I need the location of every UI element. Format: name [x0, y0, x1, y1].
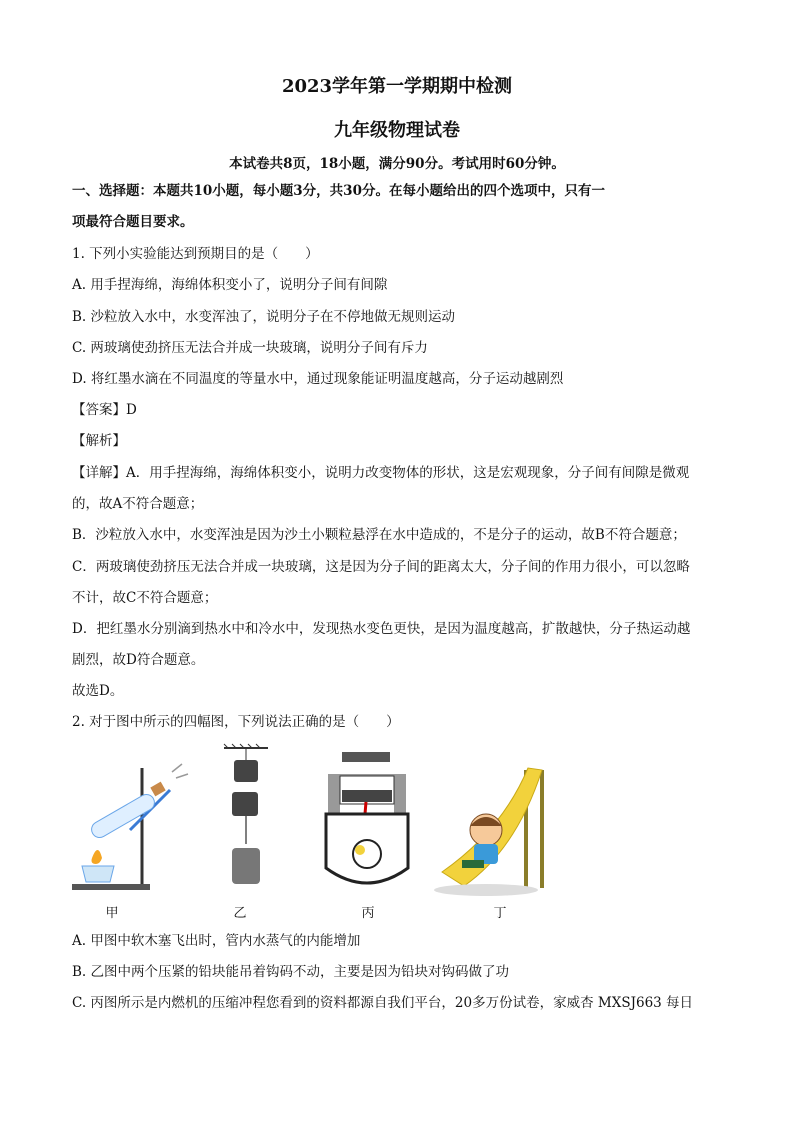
q2-option-a: A. 甲图中软木塞飞出时，管内水蒸气的内能增加	[72, 933, 361, 949]
q1-detail-line: C．两玻璃使劲挤压无法合并成一块玻璃，这是因为分子间的距离太大，分子间的作用力很小，可以忽略	[72, 559, 690, 575]
figure-bing-engine-cylinder	[322, 750, 412, 900]
section-heading-line2: 项最符合题目要求。	[72, 214, 194, 230]
q2-figures	[60, 740, 660, 930]
q2-option-b: B. 乙图中两个压紧的铅块能吊着钩码不动，主要是因为铅块对钩码做了功	[72, 964, 510, 980]
exam-info: 本试卷共8页，18小题，满分90分。考试用时60分钟。	[229, 156, 565, 172]
q1-detail-line: 的，故A不符合题意；	[72, 496, 204, 512]
q1-stem: 1. 下列小实验能达到预期目的是（ ）	[72, 246, 319, 262]
q1-detail-line: 【详解】A．用手捏海绵，海绵体积变小，说明力改变物体的形状，这是宏观现象，分子间有间隙是微观	[72, 465, 690, 481]
q2-stem: 2. 对于图中所示的四幅图，下列说法正确的是（ ）	[72, 714, 400, 730]
q1-detail-line: 剧烈，故D符合题意。	[72, 652, 205, 668]
figure-caption: 丙	[361, 906, 375, 921]
figure-ding-slide	[432, 760, 562, 900]
figure-yi-lead-blocks	[220, 744, 280, 904]
q2-option-c: C. 丙图所示是内燃机的压缩冲程您看到的资料都源自我们平台，20多万份试卷，家威杏 MXSJ663 每日	[72, 995, 694, 1011]
figure-caption: 丁	[493, 906, 507, 921]
figure-caption: 乙	[233, 906, 247, 921]
q1-option-c: C. 两玻璃使劲挤压无法合并成一块玻璃，说明分子间有斥力	[72, 340, 428, 356]
figure-caption: 甲	[105, 906, 119, 921]
q1-option-d: D. 将红墨水滴在不同温度的等量水中，通过现象能证明温度越高，分子运动越剧烈	[72, 371, 564, 387]
q1-detail-line: D．把红墨水分别滴到热水中和冷水中，发现热水变色更快，是因为温度越高，扩散越快，分子热运动越	[72, 621, 691, 637]
q1-answer: 【答案】D	[72, 402, 137, 418]
exam-title: 2023学年第一学期期中检测	[281, 76, 513, 97]
q1-option-a: A. 用手捏海绵，海绵体积变小了，说明分子间有间隙	[72, 277, 388, 293]
q1-detail-line: 不计，故C不符合题意；	[72, 590, 218, 606]
exam-subtitle: 九年级物理试卷	[334, 120, 460, 141]
figure-jia-test-tube	[70, 760, 190, 910]
q1-detail-line: 故选D。	[72, 683, 124, 699]
q1-analysis-label: 【解析】	[72, 433, 126, 449]
q1-detail-line: B．沙粒放入水中，水变浑浊是因为沙土小颗粒悬浮在水中造成的，不是分子的运动，故B不符合题意；	[72, 527, 686, 543]
q1-option-b: B. 沙粒放入水中，水变浑浊了，说明分子在不停地做无规则运动	[72, 309, 456, 325]
section-heading-line1: 一、选择题：本题共10小题，每小题3分，共30分。在每小题给出的四个选项中，只有一	[72, 183, 605, 199]
